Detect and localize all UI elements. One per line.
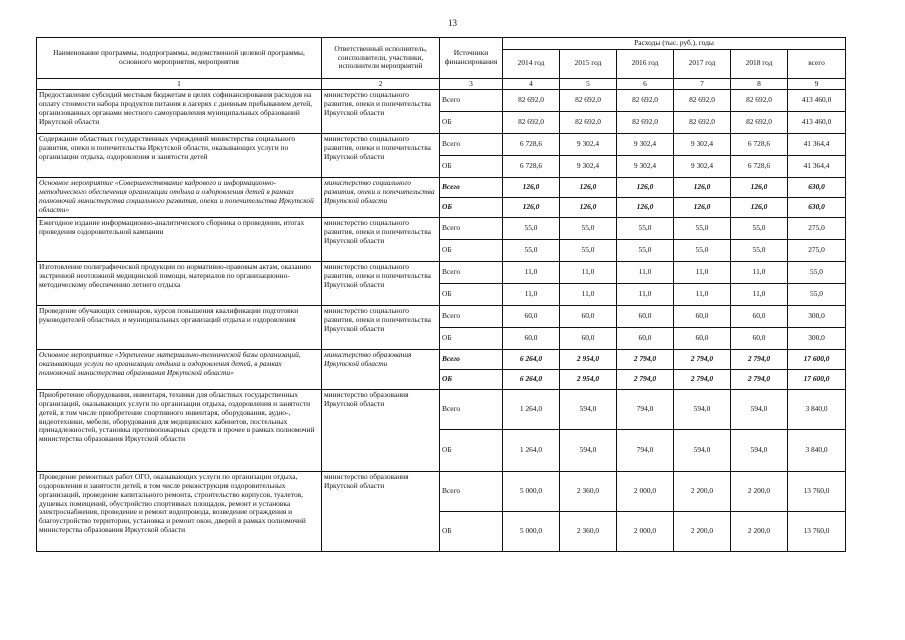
year-value: 594,0 bbox=[674, 429, 731, 471]
header-total: всего bbox=[788, 49, 846, 78]
year-value: 9 302,4 bbox=[617, 133, 674, 155]
year-value: 594,0 bbox=[560, 429, 617, 471]
column-index: 8 bbox=[731, 78, 788, 89]
year-value: 2 200,0 bbox=[731, 471, 788, 511]
measure-name: Содержание областных государственных учреждений министерства социального развития, опеки и попечительства Иркутской области, оказывающих услуги по организации отдыха, оздоровления и занятости детей bbox=[37, 133, 322, 177]
year-value: 6 728,6 bbox=[503, 155, 560, 177]
year-value: 6 728,6 bbox=[731, 155, 788, 177]
year-value: 60,0 bbox=[560, 327, 617, 349]
funding-source: ОБ bbox=[440, 197, 503, 217]
year-value: 11,0 bbox=[617, 261, 674, 283]
funding-source: Всего bbox=[440, 389, 503, 429]
total-value: 413 460,0 bbox=[788, 111, 846, 133]
responsible-executor: министерство социального развития, опеки и попечительства Иркутской области bbox=[322, 133, 440, 177]
year-value: 9 302,4 bbox=[560, 133, 617, 155]
funding-source: ОБ bbox=[440, 369, 503, 389]
year-value: 82 692,0 bbox=[617, 89, 674, 111]
year-value: 126,0 bbox=[503, 197, 560, 217]
table-row bbox=[37, 89, 846, 111]
header-year: 2014 год bbox=[503, 49, 560, 78]
year-value: 11,0 bbox=[617, 283, 674, 305]
year-value: 126,0 bbox=[731, 197, 788, 217]
year-value: 11,0 bbox=[674, 283, 731, 305]
responsible-executor: министерство социального развития, опеки и попечительства Иркутской области bbox=[322, 261, 440, 305]
table-row bbox=[37, 261, 846, 283]
year-value: 11,0 bbox=[560, 261, 617, 283]
measure-name: Проведение обучающих семинаров, курсов повышения квалификации подготовки руководителей областных и муниципальных организаций отдыха и оздоровления bbox=[37, 305, 322, 349]
year-value: 6 728,6 bbox=[731, 133, 788, 155]
year-value: 2 794,0 bbox=[617, 349, 674, 369]
year-value: 2 000,0 bbox=[617, 471, 674, 511]
funding-source: ОБ bbox=[440, 327, 503, 349]
table-row bbox=[37, 177, 846, 197]
responsible-executor: министерство социального развития, опеки и попечительства Иркутской области bbox=[322, 217, 440, 261]
year-value: 594,0 bbox=[674, 389, 731, 429]
responsible-executor: министерство социального развития, опеки и попечительства Иркутской области bbox=[322, 305, 440, 349]
year-value: 82 692,0 bbox=[731, 111, 788, 133]
total-value: 3 840,0 bbox=[788, 389, 846, 429]
responsible-executor: министерство социального развития, опеки и попечительства Иркутской области bbox=[322, 177, 440, 217]
year-value: 9 302,4 bbox=[617, 155, 674, 177]
year-value: 55,0 bbox=[503, 217, 560, 239]
year-value: 126,0 bbox=[560, 177, 617, 197]
funding-source: ОБ bbox=[440, 155, 503, 177]
year-value: 82 692,0 bbox=[674, 89, 731, 111]
year-value: 126,0 bbox=[617, 177, 674, 197]
year-value: 55,0 bbox=[560, 217, 617, 239]
year-value: 6 264,0 bbox=[503, 369, 560, 389]
funding-source: ОБ bbox=[440, 239, 503, 261]
measure-name: Ежегодное издание информационно-аналитического сборника о проведении, итогах проведения оздоровительной кампании bbox=[37, 217, 322, 261]
measure-name: Основное мероприятие «Укрепление материально-технической базы организаций, оказывающих услуги по организации отдыха и оздоровления детей, в рамках полномочий министерства образования Иркутской области» bbox=[37, 349, 322, 389]
year-value: 60,0 bbox=[674, 305, 731, 327]
year-value: 60,0 bbox=[731, 305, 788, 327]
total-value: 13 760,0 bbox=[788, 511, 846, 551]
year-value: 11,0 bbox=[731, 261, 788, 283]
responsible-executor: министерство образования Иркутской области bbox=[322, 349, 440, 389]
year-value: 11,0 bbox=[503, 261, 560, 283]
year-value: 794,0 bbox=[617, 429, 674, 471]
year-value: 1 264,0 bbox=[503, 429, 560, 471]
funding-source: ОБ bbox=[440, 283, 503, 305]
year-value: 5 000,0 bbox=[503, 471, 560, 511]
year-value: 60,0 bbox=[731, 327, 788, 349]
year-value: 2 794,0 bbox=[674, 369, 731, 389]
year-value: 82 692,0 bbox=[560, 89, 617, 111]
total-value: 630,0 bbox=[788, 197, 846, 217]
column-index: 5 bbox=[560, 78, 617, 89]
year-value: 5 000,0 bbox=[503, 511, 560, 551]
year-value: 1 264,0 bbox=[503, 389, 560, 429]
table-row bbox=[37, 471, 846, 511]
header-expenses: Расходы (тыс. руб.), годы bbox=[503, 38, 846, 50]
year-value: 82 692,0 bbox=[503, 89, 560, 111]
header-name: Наименование программы, подпрограммы, ведомственной целевой программы, основного мероприятия, мероприятия bbox=[37, 38, 322, 79]
expenses-table bbox=[36, 37, 846, 552]
year-value: 6 264,0 bbox=[503, 349, 560, 369]
year-value: 11,0 bbox=[503, 283, 560, 305]
column-index: 4 bbox=[503, 78, 560, 89]
year-value: 2 200,0 bbox=[731, 511, 788, 551]
table-row bbox=[37, 305, 846, 327]
year-value: 2 954,0 bbox=[560, 349, 617, 369]
funding-source: Всего bbox=[440, 133, 503, 155]
year-value: 2 000,0 bbox=[617, 511, 674, 551]
funding-source: ОБ bbox=[440, 511, 503, 551]
total-value: 55,0 bbox=[788, 261, 846, 283]
year-value: 126,0 bbox=[503, 177, 560, 197]
year-value: 82 692,0 bbox=[731, 89, 788, 111]
column-index: 9 bbox=[788, 78, 846, 89]
year-value: 9 302,4 bbox=[560, 155, 617, 177]
year-value: 794,0 bbox=[617, 389, 674, 429]
total-value: 300,0 bbox=[788, 327, 846, 349]
year-value: 126,0 bbox=[560, 197, 617, 217]
year-value: 60,0 bbox=[560, 305, 617, 327]
column-index: 7 bbox=[674, 78, 731, 89]
year-value: 594,0 bbox=[560, 389, 617, 429]
table-row bbox=[37, 133, 846, 155]
responsible-executor: министерство социального развития, опеки и попечительства Иркутской области bbox=[322, 89, 440, 133]
funding-source: Всего bbox=[440, 261, 503, 283]
year-value: 60,0 bbox=[674, 327, 731, 349]
year-value: 126,0 bbox=[731, 177, 788, 197]
year-value: 2 794,0 bbox=[731, 369, 788, 389]
year-value: 2 200,0 bbox=[674, 471, 731, 511]
header-year: 2017 год bbox=[674, 49, 731, 78]
funding-source: Всего bbox=[440, 177, 503, 197]
header-row-top bbox=[37, 38, 846, 50]
year-value: 2 794,0 bbox=[617, 369, 674, 389]
column-index: 6 bbox=[617, 78, 674, 89]
year-value: 11,0 bbox=[674, 261, 731, 283]
funding-source: ОБ bbox=[440, 429, 503, 471]
responsible-executor: министерство образования Иркутской области bbox=[322, 471, 440, 551]
total-value: 300,0 bbox=[788, 305, 846, 327]
table-row bbox=[37, 349, 846, 369]
total-value: 41 364,4 bbox=[788, 155, 846, 177]
year-value: 9 302,4 bbox=[674, 133, 731, 155]
header-executor: Ответственный исполнитель, соисполнители, участники, исполнители мероприятий bbox=[322, 38, 440, 79]
funding-source: Всего bbox=[440, 217, 503, 239]
total-value: 275,0 bbox=[788, 217, 846, 239]
year-value: 82 692,0 bbox=[560, 111, 617, 133]
measure-name: Предоставление субсидий местным бюджетам в целях софинансирования расходов на оплату стоимости набора продуктов питания в лагерях с дневным пребыванием детей, организованных органами местного самоуправления муниципальных образований Иркутской области bbox=[37, 89, 322, 133]
table-row bbox=[37, 217, 846, 239]
year-value: 60,0 bbox=[503, 327, 560, 349]
funding-source: Всего bbox=[440, 349, 503, 369]
funding-source: ОБ bbox=[440, 111, 503, 133]
year-value: 2 360,0 bbox=[560, 471, 617, 511]
total-value: 13 760,0 bbox=[788, 471, 846, 511]
year-value: 60,0 bbox=[617, 327, 674, 349]
year-value: 11,0 bbox=[731, 283, 788, 305]
responsible-executor: министерство образования Иркутской области bbox=[322, 389, 440, 471]
year-value: 6 728,6 bbox=[503, 133, 560, 155]
header-year: 2015 год bbox=[560, 49, 617, 78]
year-value: 55,0 bbox=[617, 217, 674, 239]
funding-source: Всего bbox=[440, 89, 503, 111]
year-value: 55,0 bbox=[560, 239, 617, 261]
column-index: 1 bbox=[37, 78, 322, 89]
year-value: 82 692,0 bbox=[617, 111, 674, 133]
year-value: 2 794,0 bbox=[731, 349, 788, 369]
funding-source: Всего bbox=[440, 305, 503, 327]
year-value: 55,0 bbox=[503, 239, 560, 261]
year-value: 60,0 bbox=[617, 305, 674, 327]
year-value: 60,0 bbox=[503, 305, 560, 327]
year-value: 2 360,0 bbox=[560, 511, 617, 551]
total-value: 3 840,0 bbox=[788, 429, 846, 471]
year-value: 82 692,0 bbox=[503, 111, 560, 133]
measure-name: Проведение ремонтных работ ОГО, оказывающих услуги по организации отдыха, оздоровления и занятости детей, в том числе реконструкция оздоровительных организаций, проведение капитального ремонта, строительство корпусов, туалетов, душевых помещений, обустройство спортивных площадок, ремонт и установка электроснабжения, проведение и ремонт водопровода, возведение ограждения и благоустройство территории, установка и ремонт окон, дверей в рамках полномочий министерства образования Иркутской области bbox=[37, 471, 322, 551]
year-value: 2 954,0 bbox=[560, 369, 617, 389]
total-value: 17 600,0 bbox=[788, 349, 846, 369]
header-year: 2018 год bbox=[731, 49, 788, 78]
page-number: 13 bbox=[448, 18, 457, 28]
year-value: 55,0 bbox=[617, 239, 674, 261]
header-source: Источники финансирования bbox=[440, 38, 503, 79]
year-value: 55,0 bbox=[731, 239, 788, 261]
year-value: 55,0 bbox=[731, 217, 788, 239]
header-year: 2016 год bbox=[617, 49, 674, 78]
total-value: 55,0 bbox=[788, 283, 846, 305]
year-value: 594,0 bbox=[731, 429, 788, 471]
year-value: 126,0 bbox=[674, 197, 731, 217]
year-value: 2 794,0 bbox=[674, 349, 731, 369]
total-value: 41 364,4 bbox=[788, 133, 846, 155]
year-value: 126,0 bbox=[617, 197, 674, 217]
year-value: 11,0 bbox=[560, 283, 617, 305]
measure-name: Приобретение оборудования, инвентаря, техники для областных государственных организаций, оказывающих услуги по организации отдыха, оздоровления и занятости детей, в том числе приобретение спортивного инвентаря, оборудования, аудио-, видеотехники, мебели, оборудования для медицинских кабинетов, постельных принадлежностей, установка противопожарных средств и прочее в рамках полномочий министерства образования Иркутской области bbox=[37, 389, 322, 471]
year-value: 9 302,4 bbox=[674, 155, 731, 177]
year-value: 55,0 bbox=[674, 239, 731, 261]
table-row bbox=[37, 389, 846, 429]
year-value: 594,0 bbox=[731, 389, 788, 429]
total-value: 413 460,0 bbox=[788, 89, 846, 111]
total-value: 275,0 bbox=[788, 239, 846, 261]
funding-source: Всего bbox=[440, 471, 503, 511]
column-index: 3 bbox=[440, 78, 503, 89]
total-value: 17 600,0 bbox=[788, 369, 846, 389]
year-value: 2 200,0 bbox=[674, 511, 731, 551]
total-value: 630,0 bbox=[788, 177, 846, 197]
year-value: 126,0 bbox=[674, 177, 731, 197]
column-index: 2 bbox=[322, 78, 440, 89]
measure-name: Основное мероприятие «Совершенствование кадрового и информационно-методического обеспечения организации отдыха и оздоровления детей в рамках полномочий министерства социального развития, опеки и попечительства Иркутской области» bbox=[37, 177, 322, 217]
column-index-row bbox=[37, 78, 846, 89]
year-value: 55,0 bbox=[674, 217, 731, 239]
measure-name: Изготовление полиграфической продукции по нормативно-правовым актам, оказанию экстренной неотложной медицинской помощи, материалов по организационно-методическому обеспечению летнего отдыха bbox=[37, 261, 322, 305]
year-value: 82 692,0 bbox=[674, 111, 731, 133]
